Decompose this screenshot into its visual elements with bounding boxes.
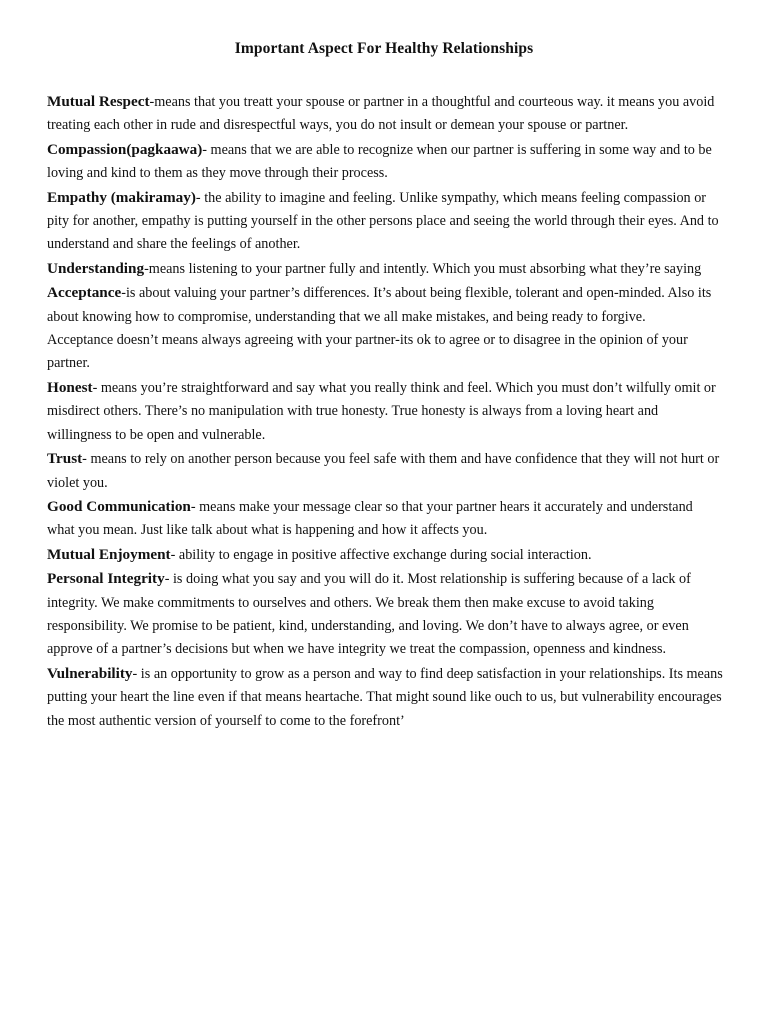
entry-text: Acceptance doesn’t means always agreeing with your partner-its ok to agree or to disagree in the opinion of your partner. — [47, 332, 688, 372]
entry-text: - ability to engage in positive affective exchange during social interaction. — [170, 546, 592, 563]
entry-term: Compassion(pagkaawa) — [47, 140, 203, 158]
entry-term: Vulnerability — [47, 664, 133, 682]
document-title: Important Aspect For Healthy Relationships — [234, 40, 534, 57]
entry-text: -means listening to your partner fully and intently. Which you must absorbing what they’re saying — [144, 260, 702, 277]
entry-acceptance-note — [47, 329, 723, 376]
entry-term: Good Communication — [47, 497, 191, 515]
entry-personal-integrity — [47, 567, 723, 662]
entry-vulnerability — [47, 662, 723, 733]
entry-term: Mutual Respect — [47, 93, 150, 110]
entry-term: Acceptance — [47, 284, 122, 302]
entry-text: -is about valuing your partner’s differences. It’s about being flexible, tolerant and open-minded. Also its about knowing how to compromise, understanding that we all make mistakes, and being ready to forgive. — [47, 285, 712, 325]
entry-text: - is an opportunity to grow as a person and way to find deep satisfaction in your relationships. Its means putting your heart the line even if that means heartache. That might sound like ouch to us, but vulnerability encourages the most authentic version of yourself to come to the forefront’ — [47, 665, 723, 729]
entry-mutual-respect — [47, 90, 723, 138]
entry-honest — [47, 376, 723, 447]
entry-term: Empathy (makiramay) — [47, 188, 196, 206]
entry-text: - the ability to imagine and feeling. Unlike sympathy, which means feeling compassion or pity for another, empathy is putting yourself in the other persons place and seeing the world through their eyes. And to understand and share the feelings of another. — [47, 189, 719, 253]
entry-text: - means make your message clear so that your partner hears it accurately and understand what you mean. Just like talk about what is happening and how it affects you. — [47, 498, 693, 539]
document-body — [47, 90, 723, 733]
entry-trust — [47, 447, 723, 495]
entry-good-communication — [47, 495, 723, 543]
entry-term: Understanding — [47, 259, 145, 277]
entry-text: -means that you treatt your spouse or partner in a thoughtful and courteous way. it means you avoid treating each other in rude and disrespectful ways, you do not insult or demean your spouse or partner. — [47, 94, 715, 134]
entry-term: Mutual Enjoyment — [47, 545, 171, 563]
entry-empathy — [47, 186, 723, 257]
entry-acceptance — [47, 281, 723, 329]
entry-term: Personal Integrity — [47, 570, 165, 588]
entry-term: Trust — [47, 450, 83, 468]
entry-text: - means that we are able to recognize when our partner is suffering in some way and to be loving and kind to them as they move through their process. — [47, 141, 712, 182]
entry-mutual-enjoyment — [47, 543, 723, 567]
entry-text: - is doing what you say and you will do it. Most relationship is suffering because of a lack of integrity. We make commitments to ourselves and others. We break them then make excuse to avoid taking responsibility. We promise to be patient, kind, understanding, and loving. We don’t have to always agree, or even approve of a partner’s decisions but when we have integrity we treat the compassion, openness and kindness. — [47, 571, 691, 658]
entry-text: - means to rely on another person because you feel safe with them and have confidence that they will not hurt or violet you. — [47, 451, 720, 491]
entry-text: - means you’re straightforward and say what you really think and feel. Which you must don’t wilfully omit or misdirect others. There’s no manipulation with true honesty. True honesty is always from a loving heart and willingness to be open and vulnerable. — [47, 379, 716, 443]
entry-compassion — [47, 138, 723, 186]
entry-term: Honest — [47, 378, 93, 396]
entry-understanding — [47, 257, 723, 281]
